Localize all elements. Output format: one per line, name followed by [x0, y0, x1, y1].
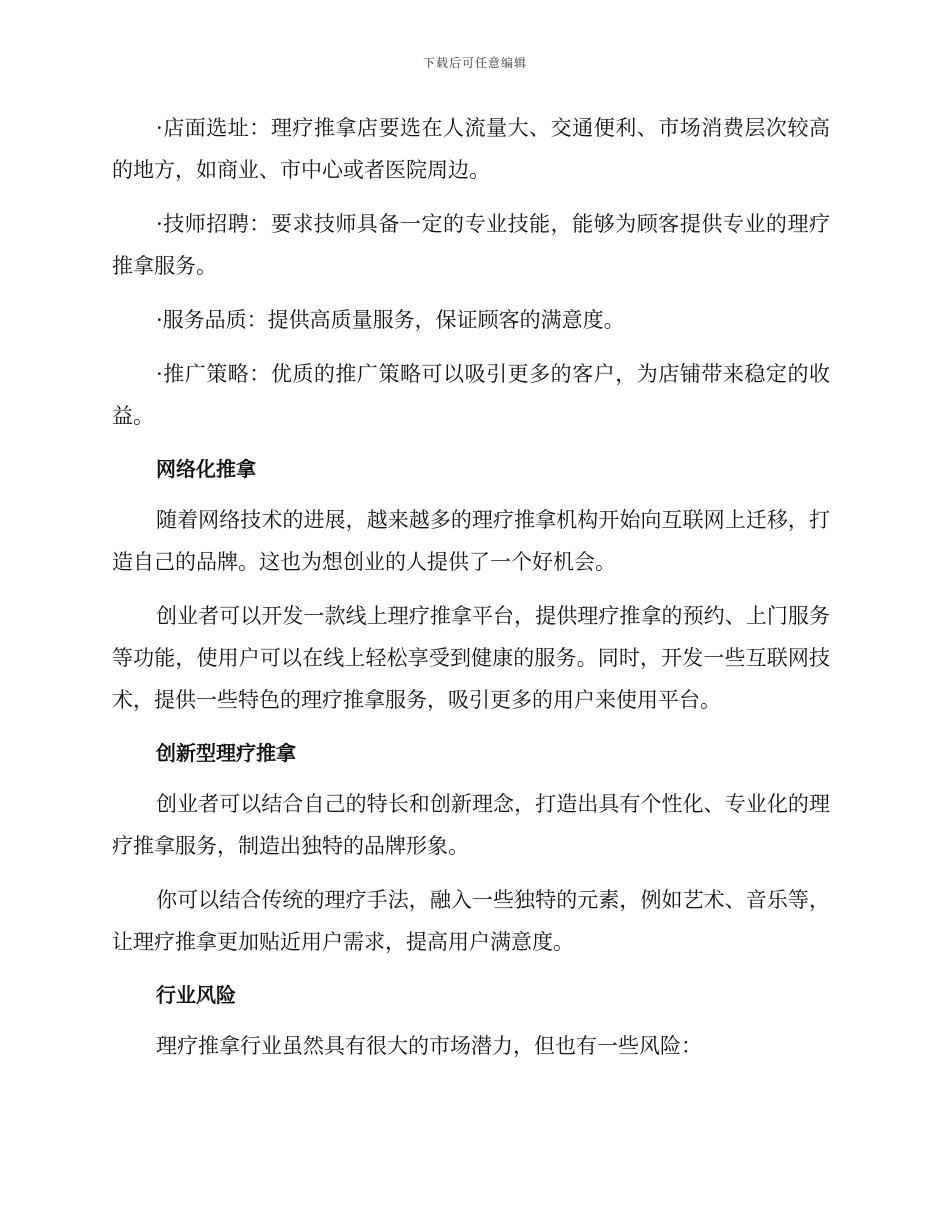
heading-innovative-massage: 创新型理疗推拿: [156, 741, 296, 765]
paragraph-technician-recruitment: ·技师招聘：要求技师具备一定的专业技能，能够为顾客提供专业的理疗推拿服务。: [112, 212, 830, 278]
heading-online-massage: 网络化推拿: [156, 457, 256, 481]
paragraph-innovative-intro: 创业者可以结合自己的特长和创新理念，打造出具有个性化、专业化的理疗推拿服务，制造出独特的品牌形象。: [112, 792, 830, 858]
paragraph-risk-intro: 理疗推拿行业虽然具有很大的市场潜力，但也有一些风险：: [156, 1034, 702, 1058]
document-body: [112, 107, 830, 1079]
paragraph-store-location: ·店面选址：理疗推拿店要选在人流量大、交通便利、市场消费层次较高的地方，如商业、市中心或者医院周边。: [112, 116, 830, 182]
heading-industry-risk: 行业风险: [156, 983, 236, 1007]
page-header-note: 下载后可任意编辑: [422, 56, 527, 70]
paragraph-service-quality: ·服务品质：提供高质量服务，保证顾客的满意度。: [156, 308, 625, 332]
paragraph-promotion-strategy: ·推广策略：优质的推广策略可以吸引更多的客户，为店铺带来稳定的收益。: [112, 362, 830, 428]
paragraph-innovative-elements: 你可以结合传统的理疗手法，融入一些独特的元素，例如艺术、音乐等，让理疗推拿更加贴近用户需求，提高用户满意度。: [112, 888, 830, 954]
paragraph-online-platform: 创业者可以开发一款线上理疗推拿平台，提供理疗推拿的预约、上门服务等功能，使用户可以在线上轻松享受到健康的服务。同时，开发一些互联网技术，提供一些特色的理疗推拿服务，吸引更多的用户来使用平台。: [112, 604, 830, 712]
paragraph-online-intro: 随着网络技术的进展，越来越多的理疗推拿机构开始向互联网上迁移，打造自己的品牌。这也为想创业的人提供了一个好机会。: [112, 508, 830, 574]
